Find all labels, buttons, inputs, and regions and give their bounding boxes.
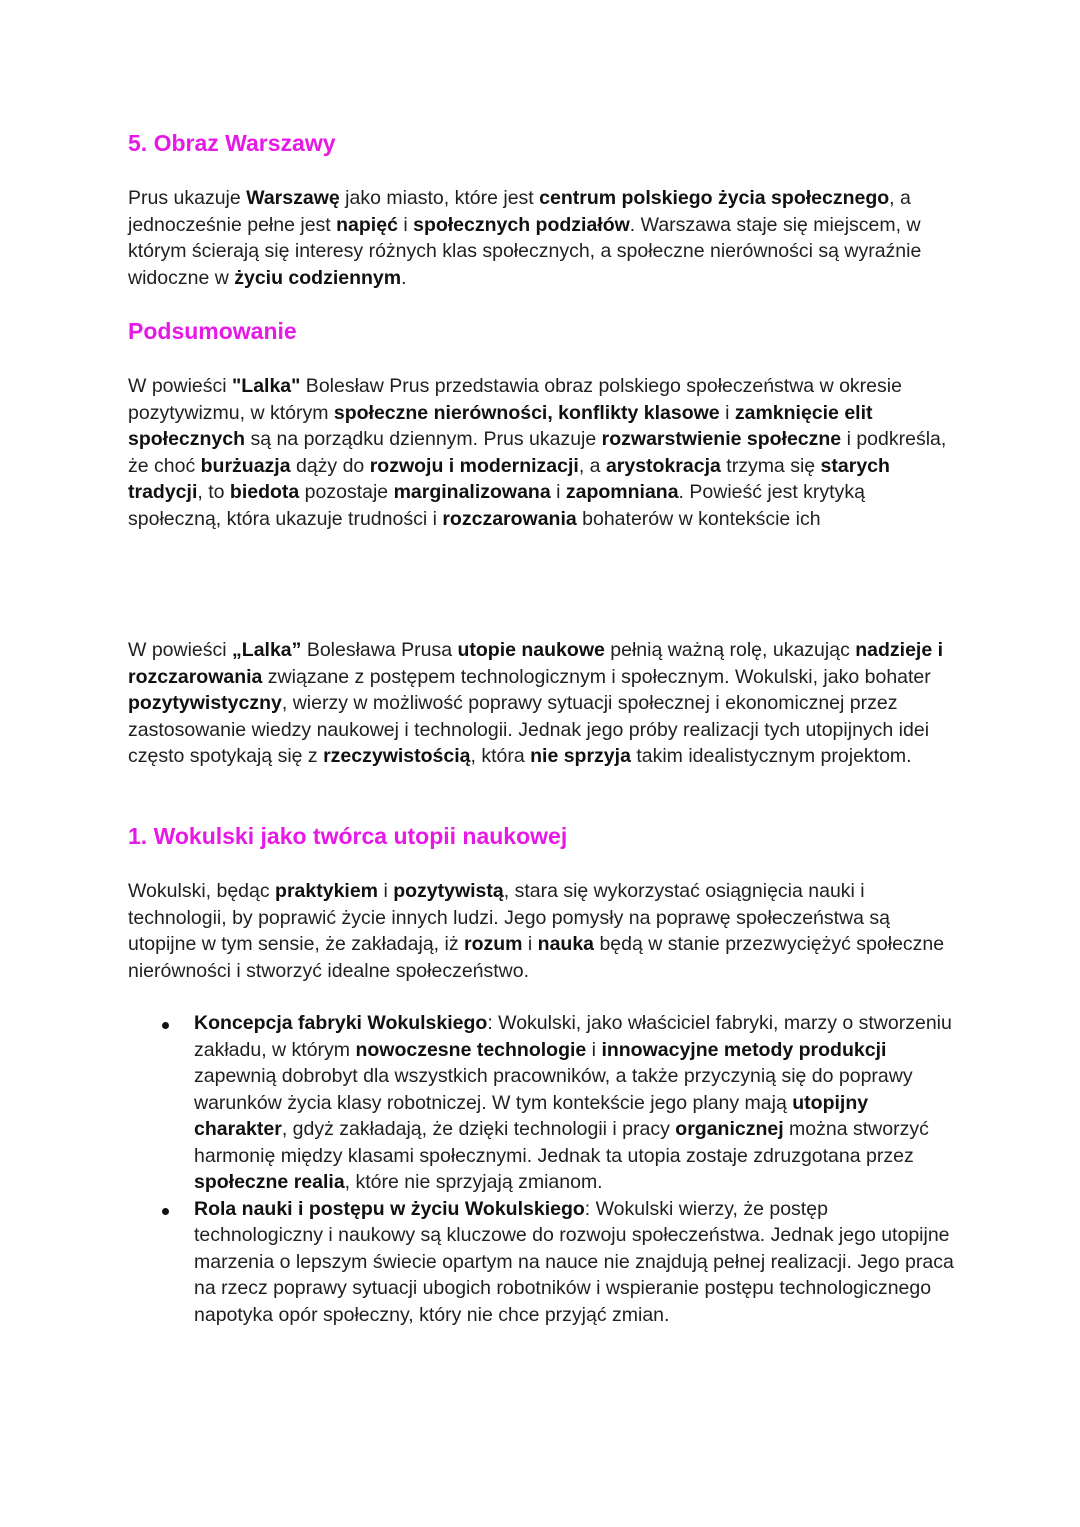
heading-summary: Podsumowanie — [128, 318, 297, 344]
paragraph-wokulski: Wokulski, będąc praktykiem i pozytywistą, stara się wykorzystać osiągnięcia nauki i technologii, by poprawić życie innych ludzi. Jego pomysły na poprawę społeczeństwa są utopijne w tym sensie, że zakładają, iż rozum i nauka będą w stanie przezwyciężyć społeczne nierówności i stworzyć idealne społeczeństwo. — [128, 880, 945, 982]
bullet-icon — [162, 1022, 169, 1029]
bullet-list — [128, 1010, 958, 1328]
heading-wokulski-utopia: 1. Wokulski jako twórca utopii naukowej — [128, 823, 568, 849]
bullet-icon — [162, 1208, 169, 1215]
paragraph-warsaw: Prus ukazuje Warszawę jako miasto, które jest centrum polskiego życia społecznego, a jednocześnie pełne jest napięć i społecznych podziałów. Warszawa staje się miejscem, w którym ścierają się interesy różnych klas społecznych, a społeczne nierówności są wyraźnie widoczne w życiu codziennym. — [128, 187, 922, 289]
paragraph-summary: W powieści "Lalka" Bolesław Prus przedstawia obraz polskiego społeczeństwa w okresie pozytywizmu, w którym społeczne nierówności, konflikty klasowe i zamknięcie elit społecznych są na porządku dziennym. Prus ukazuje rozwarstwienie społeczne i podkreśla, że choć burżuazja dąży do rozwoju i modernizacji, a arystokracja trzyma się starych tradycji, to biedota pozostaje marginalizowana i zapomniana. Powieść jest krytyką społeczną, która ukazuje trudności i rozczarowania bohaterów w kontekście ich — [128, 375, 947, 530]
heading-warsaw: 5. Obraz Warszawy — [128, 130, 336, 156]
list-item: Rola nauki i postępu w życiu Wokulskiego: Wokulski wierzy, że postęp technologiczny i naukowy są kluczowe do rozwoju społeczeństwa. Jednak jego utopijne marzenia o lepszym świecie opartym na nauce nie znajdują pełnej realizacji. Jego praca na rzecz poprawy sytuacji ubogich robotników i wspieranie postępu technologicznego napotyka opór społeczny, który nie chce przyjąć zmian. — [128, 1196, 958, 1329]
list-item: Koncepcja fabryki Wokulskiego: Wokulski, jako właściciel fabryki, marzy o stworzeniu zakładu, w którym nowoczesne technologie i innowacyjne metody produkcji zapewnią dobrobyt dla wszystkich pracowników, a także przyczynią się do poprawy warunków życia klasy robotniczej. W tym kontekście jego plany mają utopijny charakter, gdyż zakładają, że dzięki technologii i pracy organicznej można stworzyć harmonię między klasami społecznymi. Jednak ta utopia zostaje zdruzgotana przez społeczne realia, które nie sprzyjają zmianom. — [128, 1010, 958, 1196]
paragraph-intro: W powieści „Lalka” Bolesława Prusa utopie naukowe pełnią ważną rolę, ukazując nadzieje i rozczarowania związane z postępem technologicznym i społecznym. Wokulski, jako bohater pozytywistyczny, wierzy w możliwość poprawy sytuacji społecznej i ekonomicznej przez zastosowanie wiedzy naukowej i technologii. Jednak jego próby realizacji tych utopijnych idei często spotykają się z rzeczywistością, która nie sprzyja takim idealistycznym projektom. — [128, 639, 944, 767]
